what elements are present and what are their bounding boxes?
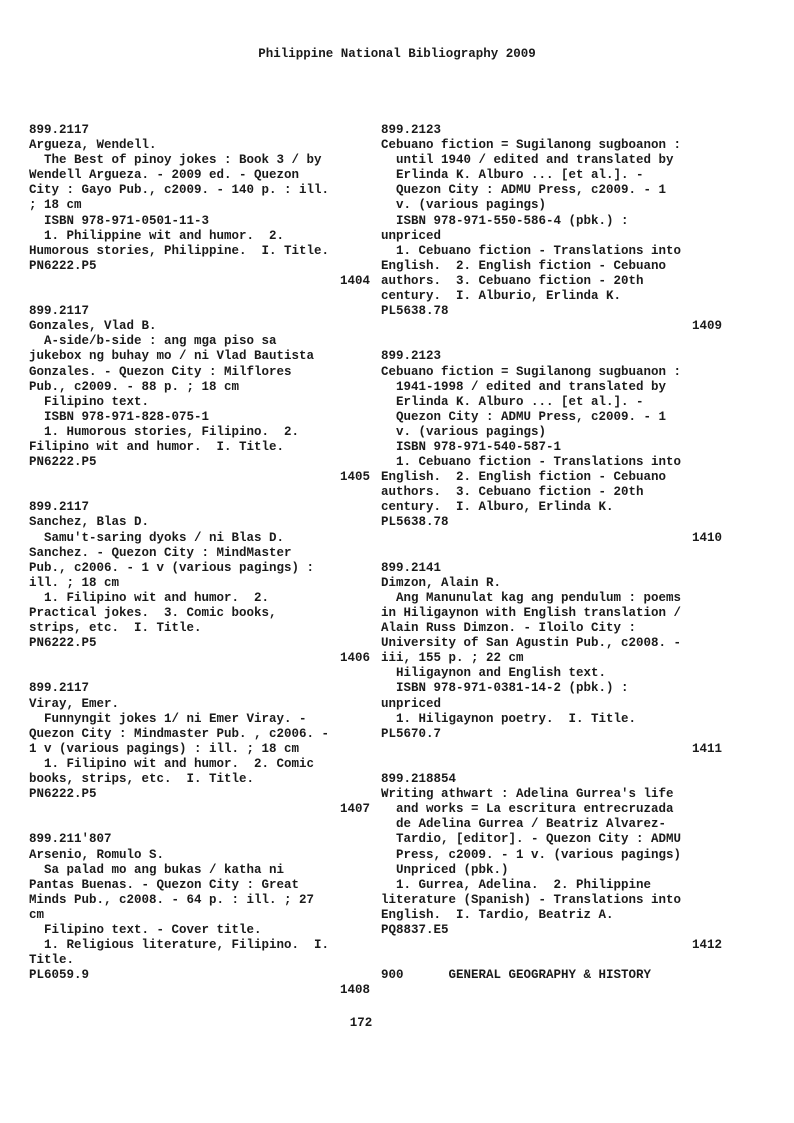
entry-line: 1 v (various pagings) : ill. ; 18 cm: [29, 741, 300, 756]
entry-line: 899.2117: [29, 500, 90, 515]
entry-line: 899.2117: [29, 304, 90, 319]
entry-line: PL5638.78: [381, 515, 449, 530]
entry-line: A-side/b-side : ang mga piso sa: [29, 334, 277, 349]
entry-line: Dimzon, Alain R.: [381, 575, 502, 590]
bib-entry: [381, 772, 722, 953]
entry-line: Filipino text.: [29, 394, 150, 409]
entry-line: Unpriced (pbk.): [381, 862, 509, 877]
entry-line: cm: [29, 907, 45, 922]
entry-line: Cebuano fiction = Sugilanong sugbuanon :: [381, 364, 682, 379]
entry-line: English. 2. English fiction - Cebuano: [381, 258, 667, 273]
entry-line: Cebuano fiction = Sugilanong sugboanon :: [381, 138, 682, 153]
entry-line: Quezon City : ADMU Press, c2009. - 1: [381, 183, 667, 198]
entry-line: century. I. Alburio, Erlinda K.: [381, 289, 622, 304]
entry-line: Hiligaynon and English text.: [381, 666, 607, 681]
entry-line: ill. ; 18 cm: [29, 575, 120, 590]
entry-line: in Hiligaynon with English translation /: [381, 606, 682, 620]
entry-line: The Best of pinoy jokes : Book 3 / by: [29, 153, 322, 168]
entry-number: 1407: [339, 802, 370, 817]
entry-line: 1. Filipino wit and humor. 2. Comic: [29, 756, 315, 771]
entry-number: 1411: [691, 741, 722, 756]
entry-line: strips, etc. I. Title.: [29, 621, 202, 636]
entry-line: 1. Religious literature, Filipino. I.: [29, 938, 330, 953]
entry-line: Erlinda K. Alburo ... [et al.]. -: [381, 168, 644, 183]
section-heading: 900 GENERAL GEOGRAPHY & HISTORY: [381, 968, 652, 983]
entry-number: 1409: [691, 319, 722, 334]
bib-entry: [381, 123, 722, 334]
bib-entry: [381, 560, 722, 757]
entry-line: 899.2117: [29, 123, 90, 137]
entry-line: 899.2123: [381, 349, 442, 364]
entry-line: ISBN 978-971-550-586-4 (pbk.) :: [381, 213, 629, 228]
entry-line: Argueza, Wendell.: [29, 138, 157, 153]
entry-line: PL5638.78: [381, 304, 449, 319]
entry-line: ; 18 cm: [29, 198, 82, 213]
entry-line: University of San Agustin Pub., c2008. -: [381, 636, 682, 651]
entry-line: Arsenio, Romulo S.: [29, 847, 165, 862]
entry-line: Sa palad mo ang bukas / katha ni: [29, 862, 285, 877]
entry-line: Pantas Buenas. - Quezon City : Great: [29, 877, 300, 892]
entry-line: ISBN 978-971-0381-14-2 (pbk.) :: [381, 681, 629, 696]
entry-line: Filipino wit and humor. I. Title.: [29, 439, 285, 454]
entry-line: 1. Humorous stories, Filipino. 2.: [29, 424, 300, 439]
entry-number: 1405: [339, 470, 370, 485]
entry-line: 1. Philippine wit and humor. 2.: [29, 228, 285, 243]
entry-line: v. (various pagings): [381, 198, 547, 213]
entry-line: Gonzales. - Quezon City : Milflores: [29, 364, 292, 379]
entry-line: Pub., c2006. - 1 v (various pagings) :: [29, 560, 315, 575]
entry-line: Viray, Emer.: [29, 696, 120, 711]
entry-line: Minds Pub., c2008. - 64 p. : ill. ; 27: [29, 892, 315, 907]
entry-number: 1412: [691, 938, 722, 953]
entry-line: PN6222.P5: [29, 787, 97, 802]
entry-line: Gonzales, Vlad B.: [29, 319, 157, 334]
entry-line: 1. Gurrea, Adelina. 2. Philippine: [381, 877, 652, 892]
entry-line: until 1940 / edited and translated by: [381, 153, 674, 168]
entry-line: 899.218854: [381, 772, 457, 787]
bib-entry: [29, 304, 370, 485]
right-column: [381, 123, 722, 983]
entry-line: 1941-1998 / edited and translated by: [381, 379, 667, 394]
bib-entry: [29, 123, 370, 289]
entry-number: 1410: [691, 530, 722, 545]
entry-line: de Adelina Gurrea / Beatriz Alvarez-: [381, 817, 667, 832]
entry-line: and works = La escritura entrecruzada: [381, 802, 674, 817]
left-column: [29, 123, 370, 998]
page-number: 172: [349, 1016, 373, 1030]
entry-line: Alain Russ Dimzon. - Iloilo City :: [381, 621, 637, 636]
entry-line: unpriced: [381, 228, 442, 243]
entry-line: jukebox ng buhay mo / ni Vlad Bautista: [29, 349, 315, 364]
entry-line: PL6059.9: [29, 968, 90, 983]
entry-line: English. I. Tardio, Beatriz A.: [381, 907, 614, 922]
entry-line: Writing athwart : Adelina Gurrea's life: [381, 787, 674, 802]
entry-line: 1. Hiligaynon poetry. I. Title.: [381, 711, 637, 726]
bib-entry: [29, 500, 370, 666]
entry-line: literature (Spanish) - Translations into: [381, 892, 682, 907]
entry-line: ISBN 978-971-828-075-1: [29, 409, 210, 424]
entry-line: Title.: [29, 953, 75, 968]
entry-line: PN6222.P5: [29, 258, 97, 273]
entry-line: Press, c2009. - 1 v. (various pagings): [381, 847, 682, 862]
entry-line: Tardio, [editor]. - Quezon City : ADMU: [381, 832, 682, 847]
entry-line: ISBN 978-971-0501-11-3: [29, 213, 210, 228]
entry-line: Pub., c2009. - 88 p. ; 18 cm: [29, 379, 240, 394]
entry-number: 1404: [339, 273, 370, 288]
entry-number: 1408: [339, 983, 370, 998]
entry-line: Funnyngit jokes 1/ ni Emer Viray. -: [29, 711, 307, 726]
entry-line: PN6222.P5: [29, 455, 97, 470]
entry-line: 899.2141: [381, 560, 442, 575]
entry-line: iii, 155 p. ; 22 cm: [381, 651, 524, 666]
entry-line: 1. Cebuano fiction - Translations into: [381, 243, 682, 258]
entry-line: 899.2123: [381, 123, 442, 137]
entry-line: 1. Filipino wit and humor. 2.: [29, 590, 270, 605]
entry-line: Samu't-saring dyoks / ni Blas D.: [29, 530, 285, 545]
entry-line: unpriced: [381, 696, 442, 711]
entry-line: authors. 3. Cebuano fiction - 20th: [381, 273, 644, 288]
entry-line: Sanchez. - Quezon City : MindMaster: [29, 545, 292, 560]
entry-line: Erlinda K. Alburo ... [et al.]. -: [381, 394, 644, 409]
entry-line: authors. 3. Cebuano fiction - 20th: [381, 485, 644, 500]
entry-line: Filipino text. - Cover title.: [29, 922, 262, 937]
entry-line: City : Gayo Pub., c2009. - 140 p. : ill.: [29, 183, 330, 198]
entry-line: ISBN 978-971-540-587-1: [381, 439, 562, 454]
entry-line: Ang Manunulat kag ang pendulum : poems: [381, 590, 682, 605]
entry-number: 1406: [339, 651, 370, 666]
bib-entry: [29, 832, 370, 998]
entry-line: PL5670.7: [381, 726, 442, 741]
entry-line: English. 2. English fiction - Cebuano: [381, 470, 667, 485]
bib-entry: [381, 349, 722, 545]
entry-line: Quezon City : ADMU Press, c2009. - 1: [381, 409, 667, 424]
entry-line: 1. Cebuano fiction - Translations into: [381, 455, 682, 470]
entry-line: Practical jokes. 3. Comic books,: [29, 606, 277, 620]
page-header: Philippine National Bibliography 2009: [258, 47, 536, 61]
entry-line: century. I. Alburo, Erlinda K.: [381, 500, 614, 515]
bib-entry: [29, 681, 370, 817]
entry-line: v. (various pagings): [381, 424, 547, 439]
entry-line: books, strips, etc. I. Title.: [29, 772, 255, 787]
entry-line: PN6222.P5: [29, 636, 97, 651]
entry-line: Wendell Argueza. - 2009 ed. - Quezon: [29, 168, 300, 183]
entry-line: 899.2117: [29, 681, 90, 696]
entry-line: Quezon City : Mindmaster Pub. , c2006. -: [29, 726, 330, 741]
entry-line: PQ8837.E5: [381, 922, 449, 937]
entry-line: Humorous stories, Philippine. I. Title.: [29, 243, 330, 258]
entry-line: Sanchez, Blas D.: [29, 515, 150, 530]
entry-line: 899.211'807: [29, 832, 112, 847]
